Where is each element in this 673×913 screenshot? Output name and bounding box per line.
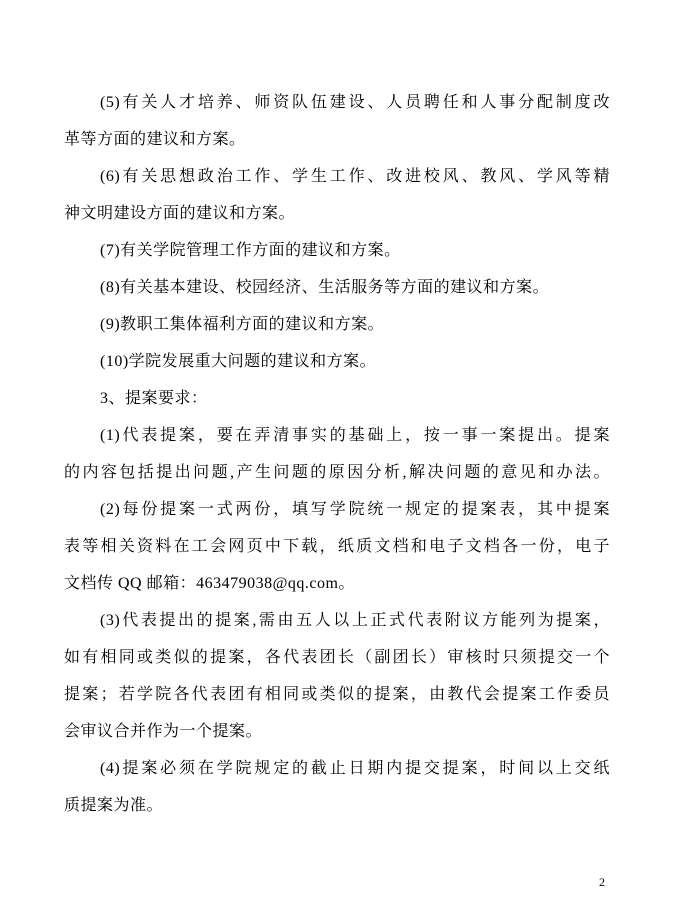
text-line: 质提案为准。 (64, 797, 164, 814)
paragraph-requirement-4 (64, 750, 610, 824)
text-line: 如有相同或类似的提案，各代表团长（副团长）审核时只须提交一个 (64, 649, 610, 666)
text-line: 提案；若学院各代表团有相同或类似的提案，由教代会提案工作委员 (64, 686, 610, 703)
text-line: (4)提案必须在学院规定的截止日期内提交提案，时间以上交纸 (100, 760, 610, 777)
paragraph-item-5 (64, 84, 610, 158)
paragraph-item-9 (64, 306, 610, 343)
text-line: 革等方面的建议和方案。 (64, 131, 246, 148)
text-line: (3)代表提出的提案,需由五人以上正式代表附议方能列为提案， (100, 612, 610, 629)
text-line: (2)每份提案一式两份，填写学院统一规定的提案表，其中提案 (100, 501, 610, 518)
paragraph-requirement-3 (64, 602, 610, 750)
paragraph-requirement-2 (64, 491, 610, 602)
paragraph-heading-requirements (64, 380, 610, 417)
text-line: (7)有关学院管理工作方面的建议和方案。 (100, 242, 401, 259)
text-line: (10)学院发展重大问题的建议和方案。 (100, 353, 377, 370)
text-line: (5)有关人才培养、师资队伍建设、人员聘任和人事分配制度改 (100, 94, 610, 111)
text-line: 表等相关资料在工会网页中下载，纸质文档和电子文档各一份，电子 (64, 538, 610, 555)
text-line-email: 文档传 QQ 邮箱：463479038@qq.com。 (64, 575, 355, 592)
text-line: 神文明建设方面的建议和方案。 (64, 205, 296, 222)
text-line: 会审议合并作为一个提案。 (64, 723, 263, 740)
paragraph-item-8 (64, 269, 610, 306)
text-line: 3、提案要求： (100, 390, 208, 407)
text-line: (1)代表提案，要在弄清事实的基础上，按一事一案提出。提案 (100, 427, 610, 444)
document-body (64, 84, 610, 824)
paragraph-requirement-1 (64, 417, 610, 491)
text-line: (6)有关思想政治工作、学生工作、改进校风、教风、学风等精 (100, 168, 610, 185)
paragraph-item-7 (64, 232, 610, 269)
paragraph-item-6 (64, 158, 610, 232)
text-line: 的内容包括提出问题,产生问题的原因分析,解决问题的意见和办法。 (64, 464, 610, 481)
text-line: (9)教职工集体福利方面的建议和方案。 (100, 316, 385, 333)
paragraph-item-10 (64, 343, 610, 380)
page-number: 2 (599, 875, 605, 889)
text-line: (8)有关基本建设、校园经济、生活服务等方面的建议和方案。 (100, 279, 550, 296)
